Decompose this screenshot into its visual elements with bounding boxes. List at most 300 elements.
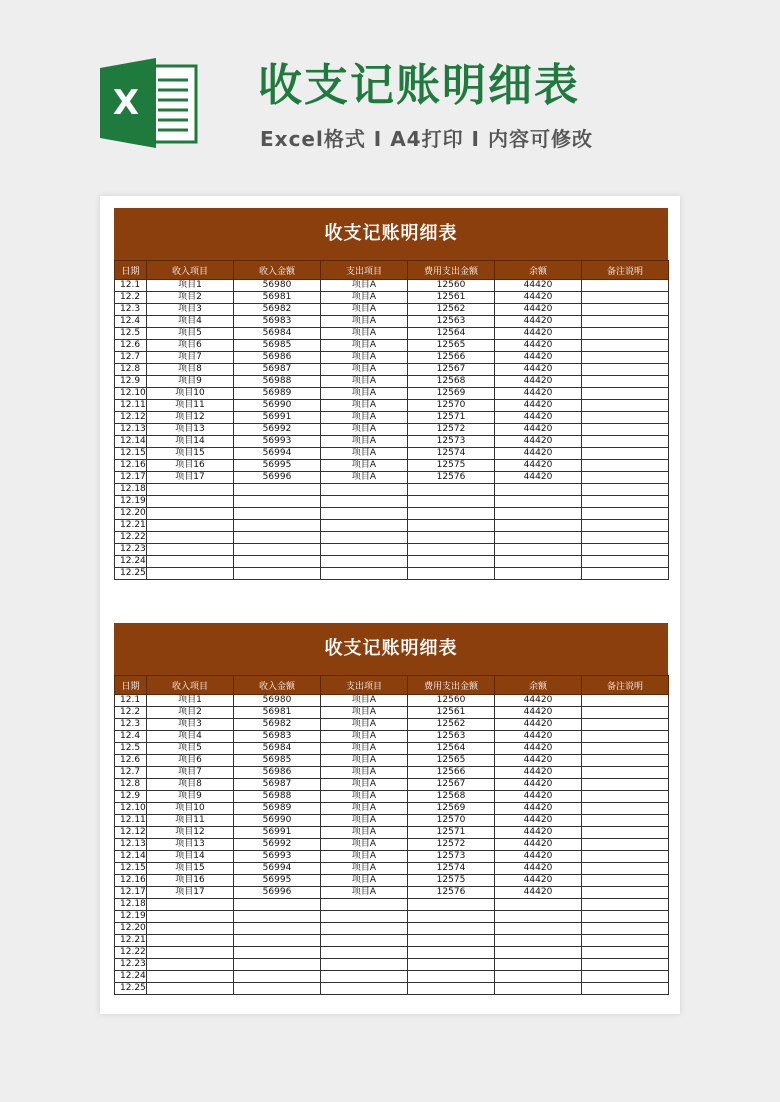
cell-income-amount[interactable]: 56986 xyxy=(234,352,321,364)
cell-notes[interactable] xyxy=(582,827,669,839)
cell-notes[interactable] xyxy=(582,484,669,496)
cell-income-item[interactable]: 项目10 xyxy=(147,388,234,400)
cell-balance[interactable]: 44420 xyxy=(495,424,582,436)
cell-balance[interactable] xyxy=(495,959,582,971)
cell-income-amount[interactable] xyxy=(234,508,321,520)
column-header-date[interactable]: 日期 xyxy=(115,676,147,695)
cell-expense-amount[interactable]: 12575 xyxy=(408,460,495,472)
cell-income-amount[interactable] xyxy=(234,568,321,580)
cell-income-amount[interactable]: 56990 xyxy=(234,400,321,412)
cell-income-amount[interactable]: 56993 xyxy=(234,851,321,863)
cell-income-item[interactable] xyxy=(147,532,234,544)
cell-expense-item[interactable]: 项目A xyxy=(321,388,408,400)
cell-income-item[interactable]: 项目11 xyxy=(147,815,234,827)
cell-date[interactable]: 12.8 xyxy=(115,779,147,791)
cell-expense-amount[interactable]: 12567 xyxy=(408,779,495,791)
cell-notes[interactable] xyxy=(582,472,669,484)
cell-balance[interactable] xyxy=(495,935,582,947)
cell-date[interactable]: 12.7 xyxy=(115,352,147,364)
cell-expense-amount[interactable]: 12565 xyxy=(408,340,495,352)
cell-balance[interactable]: 44420 xyxy=(495,292,582,304)
cell-income-item[interactable]: 项目1 xyxy=(147,280,234,292)
cell-notes[interactable] xyxy=(582,448,669,460)
cell-notes[interactable] xyxy=(582,791,669,803)
cell-expense-amount[interactable] xyxy=(408,971,495,983)
cell-expense-item[interactable]: 项目A xyxy=(321,460,408,472)
cell-date[interactable]: 12.25 xyxy=(115,568,147,580)
cell-notes[interactable] xyxy=(582,731,669,743)
cell-income-item[interactable] xyxy=(147,568,234,580)
cell-notes[interactable] xyxy=(582,400,669,412)
cell-expense-item[interactable]: 项目A xyxy=(321,340,408,352)
cell-income-amount[interactable]: 56988 xyxy=(234,791,321,803)
cell-income-amount[interactable]: 56994 xyxy=(234,863,321,875)
cell-income-item[interactable]: 项目7 xyxy=(147,767,234,779)
cell-income-amount[interactable]: 56984 xyxy=(234,328,321,340)
cell-expense-item[interactable]: 项目A xyxy=(321,352,408,364)
cell-income-item[interactable]: 项目3 xyxy=(147,719,234,731)
cell-date[interactable]: 12.3 xyxy=(115,719,147,731)
cell-balance[interactable]: 44420 xyxy=(495,875,582,887)
cell-expense-item[interactable]: 项目A xyxy=(321,292,408,304)
cell-income-item[interactable]: 项目1 xyxy=(147,695,234,707)
cell-income-amount[interactable]: 56987 xyxy=(234,779,321,791)
cell-balance[interactable]: 44420 xyxy=(495,352,582,364)
cell-expense-amount[interactable] xyxy=(408,496,495,508)
cell-notes[interactable] xyxy=(582,719,669,731)
cell-income-item[interactable]: 项目17 xyxy=(147,472,234,484)
cell-expense-item[interactable]: 项目A xyxy=(321,743,408,755)
cell-expense-amount[interactable] xyxy=(408,556,495,568)
cell-income-item[interactable]: 项目7 xyxy=(147,352,234,364)
cell-income-item[interactable]: 项目4 xyxy=(147,731,234,743)
cell-income-amount[interactable]: 56985 xyxy=(234,755,321,767)
cell-date[interactable]: 12.4 xyxy=(115,316,147,328)
cell-expense-amount[interactable]: 12566 xyxy=(408,352,495,364)
cell-expense-item[interactable]: 项目A xyxy=(321,827,408,839)
cell-expense-amount[interactable]: 12564 xyxy=(408,743,495,755)
cell-income-item[interactable]: 项目13 xyxy=(147,839,234,851)
cell-expense-amount[interactable]: 12562 xyxy=(408,719,495,731)
cell-expense-item[interactable] xyxy=(321,899,408,911)
cell-date[interactable]: 12.15 xyxy=(115,863,147,875)
cell-balance[interactable]: 44420 xyxy=(495,755,582,767)
cell-expense-item[interactable] xyxy=(321,496,408,508)
cell-income-item[interactable]: 项目16 xyxy=(147,875,234,887)
cell-notes[interactable] xyxy=(582,983,669,995)
cell-income-amount[interactable]: 56986 xyxy=(234,767,321,779)
cell-expense-item[interactable]: 项目A xyxy=(321,316,408,328)
cell-income-amount[interactable] xyxy=(234,544,321,556)
cell-expense-amount[interactable]: 12565 xyxy=(408,755,495,767)
cell-notes[interactable] xyxy=(582,923,669,935)
cell-expense-amount[interactable]: 12571 xyxy=(408,827,495,839)
cell-notes[interactable] xyxy=(582,388,669,400)
cell-date[interactable]: 12.6 xyxy=(115,755,147,767)
cell-expense-amount[interactable]: 12576 xyxy=(408,472,495,484)
cell-income-amount[interactable] xyxy=(234,959,321,971)
cell-income-amount[interactable] xyxy=(234,532,321,544)
cell-expense-item[interactable] xyxy=(321,947,408,959)
cell-expense-amount[interactable]: 12563 xyxy=(408,731,495,743)
cell-income-item[interactable] xyxy=(147,923,234,935)
cell-income-item[interactable]: 项目5 xyxy=(147,743,234,755)
cell-expense-item[interactable] xyxy=(321,556,408,568)
cell-income-item[interactable]: 项目5 xyxy=(147,328,234,340)
cell-notes[interactable] xyxy=(582,460,669,472)
cell-date[interactable]: 12.4 xyxy=(115,731,147,743)
cell-income-item[interactable] xyxy=(147,935,234,947)
cell-income-amount[interactable]: 56991 xyxy=(234,827,321,839)
cell-income-amount[interactable]: 56987 xyxy=(234,364,321,376)
cell-balance[interactable]: 44420 xyxy=(495,887,582,899)
cell-expense-amount[interactable]: 12568 xyxy=(408,376,495,388)
cell-income-item[interactable]: 项目16 xyxy=(147,460,234,472)
cell-expense-item[interactable]: 项目A xyxy=(321,815,408,827)
cell-expense-item[interactable]: 项目A xyxy=(321,436,408,448)
cell-income-item[interactable]: 项目17 xyxy=(147,887,234,899)
cell-notes[interactable] xyxy=(582,947,669,959)
cell-expense-item[interactable] xyxy=(321,508,408,520)
cell-notes[interactable] xyxy=(582,352,669,364)
cell-expense-item[interactable] xyxy=(321,983,408,995)
cell-date[interactable]: 12.10 xyxy=(115,388,147,400)
cell-date[interactable]: 12.7 xyxy=(115,767,147,779)
cell-expense-amount[interactable]: 12574 xyxy=(408,863,495,875)
cell-income-amount[interactable]: 56995 xyxy=(234,875,321,887)
cell-income-item[interactable]: 项目6 xyxy=(147,755,234,767)
cell-expense-item[interactable]: 项目A xyxy=(321,328,408,340)
column-header-date[interactable]: 日期 xyxy=(115,261,147,280)
cell-expense-amount[interactable] xyxy=(408,983,495,995)
cell-balance[interactable]: 44420 xyxy=(495,340,582,352)
cell-income-amount[interactable]: 56982 xyxy=(234,304,321,316)
cell-expense-item[interactable]: 项目A xyxy=(321,863,408,875)
cell-expense-amount[interactable]: 12575 xyxy=(408,875,495,887)
cell-expense-amount[interactable]: 12576 xyxy=(408,887,495,899)
cell-balance[interactable]: 44420 xyxy=(495,304,582,316)
cell-balance[interactable] xyxy=(495,568,582,580)
cell-income-amount[interactable] xyxy=(234,520,321,532)
cell-expense-item[interactable]: 项目A xyxy=(321,779,408,791)
cell-income-item[interactable] xyxy=(147,983,234,995)
cell-expense-amount[interactable]: 12571 xyxy=(408,412,495,424)
cell-date[interactable]: 12.25 xyxy=(115,983,147,995)
cell-income-item[interactable]: 项目13 xyxy=(147,424,234,436)
cell-notes[interactable] xyxy=(582,875,669,887)
cell-expense-amount[interactable]: 12567 xyxy=(408,364,495,376)
cell-income-item[interactable] xyxy=(147,508,234,520)
cell-expense-amount[interactable]: 12560 xyxy=(408,280,495,292)
cell-date[interactable]: 12.5 xyxy=(115,328,147,340)
cell-balance[interactable]: 44420 xyxy=(495,400,582,412)
cell-income-amount[interactable] xyxy=(234,911,321,923)
column-header-income-item[interactable]: 收入项目 xyxy=(147,676,234,695)
cell-date[interactable]: 12.19 xyxy=(115,496,147,508)
cell-income-item[interactable] xyxy=(147,959,234,971)
cell-income-item[interactable] xyxy=(147,484,234,496)
cell-balance[interactable]: 44420 xyxy=(495,695,582,707)
cell-notes[interactable] xyxy=(582,959,669,971)
cell-expense-amount[interactable]: 12561 xyxy=(408,707,495,719)
cell-date[interactable]: 12.1 xyxy=(115,280,147,292)
column-header-balance[interactable]: 余额 xyxy=(495,676,582,695)
cell-date[interactable]: 12.2 xyxy=(115,292,147,304)
cell-expense-amount[interactable] xyxy=(408,935,495,947)
cell-balance[interactable]: 44420 xyxy=(495,388,582,400)
cell-expense-amount[interactable]: 12570 xyxy=(408,400,495,412)
cell-expense-amount[interactable]: 12560 xyxy=(408,695,495,707)
cell-notes[interactable] xyxy=(582,899,669,911)
cell-balance[interactable]: 44420 xyxy=(495,851,582,863)
column-header-expense-amount[interactable]: 费用支出金额 xyxy=(408,676,495,695)
cell-balance[interactable]: 44420 xyxy=(495,280,582,292)
cell-balance[interactable]: 44420 xyxy=(495,731,582,743)
cell-income-item[interactable]: 项目8 xyxy=(147,364,234,376)
cell-date[interactable]: 12.21 xyxy=(115,935,147,947)
cell-expense-item[interactable] xyxy=(321,923,408,935)
cell-date[interactable]: 12.16 xyxy=(115,460,147,472)
cell-notes[interactable] xyxy=(582,316,669,328)
cell-balance[interactable]: 44420 xyxy=(495,719,582,731)
column-header-balance[interactable]: 余额 xyxy=(495,261,582,280)
cell-date[interactable]: 12.16 xyxy=(115,875,147,887)
cell-balance[interactable] xyxy=(495,556,582,568)
cell-balance[interactable]: 44420 xyxy=(495,767,582,779)
cell-notes[interactable] xyxy=(582,779,669,791)
cell-date[interactable]: 12.19 xyxy=(115,911,147,923)
column-header-notes[interactable]: 备注说明 xyxy=(582,676,669,695)
cell-expense-amount[interactable] xyxy=(408,532,495,544)
cell-expense-amount[interactable] xyxy=(408,568,495,580)
cell-expense-item[interactable]: 项目A xyxy=(321,851,408,863)
cell-notes[interactable] xyxy=(582,755,669,767)
cell-balance[interactable] xyxy=(495,899,582,911)
cell-expense-item[interactable] xyxy=(321,532,408,544)
cell-income-item[interactable]: 项目14 xyxy=(147,851,234,863)
cell-expense-item[interactable] xyxy=(321,568,408,580)
cell-balance[interactable] xyxy=(495,983,582,995)
cell-date[interactable]: 12.24 xyxy=(115,971,147,983)
column-header-expense-amount[interactable]: 费用支出金额 xyxy=(408,261,495,280)
cell-income-amount[interactable]: 56983 xyxy=(234,316,321,328)
cell-expense-amount[interactable]: 12574 xyxy=(408,448,495,460)
cell-date[interactable]: 12.24 xyxy=(115,556,147,568)
cell-expense-amount[interactable]: 12569 xyxy=(408,803,495,815)
cell-notes[interactable] xyxy=(582,280,669,292)
cell-notes[interactable] xyxy=(582,436,669,448)
cell-expense-item[interactable]: 项目A xyxy=(321,791,408,803)
cell-expense-item[interactable] xyxy=(321,911,408,923)
cell-expense-item[interactable] xyxy=(321,520,408,532)
cell-expense-amount[interactable] xyxy=(408,484,495,496)
cell-income-item[interactable]: 项目2 xyxy=(147,707,234,719)
cell-notes[interactable] xyxy=(582,340,669,352)
cell-income-item[interactable]: 项目14 xyxy=(147,436,234,448)
cell-expense-amount[interactable] xyxy=(408,520,495,532)
cell-date[interactable]: 12.17 xyxy=(115,887,147,899)
cell-income-amount[interactable] xyxy=(234,899,321,911)
cell-date[interactable]: 12.3 xyxy=(115,304,147,316)
cell-date[interactable]: 12.20 xyxy=(115,923,147,935)
cell-expense-amount[interactable] xyxy=(408,508,495,520)
cell-notes[interactable] xyxy=(582,304,669,316)
cell-income-amount[interactable]: 56985 xyxy=(234,340,321,352)
cell-expense-amount[interactable]: 12568 xyxy=(408,791,495,803)
cell-income-amount[interactable] xyxy=(234,484,321,496)
cell-notes[interactable] xyxy=(582,508,669,520)
cell-expense-amount[interactable]: 12573 xyxy=(408,436,495,448)
cell-notes[interactable] xyxy=(582,815,669,827)
cell-date[interactable]: 12.8 xyxy=(115,364,147,376)
cell-balance[interactable]: 44420 xyxy=(495,364,582,376)
cell-notes[interactable] xyxy=(582,839,669,851)
cell-date[interactable]: 12.17 xyxy=(115,472,147,484)
column-header-expense-item[interactable]: 支出项目 xyxy=(321,676,408,695)
cell-notes[interactable] xyxy=(582,863,669,875)
cell-expense-amount[interactable] xyxy=(408,899,495,911)
cell-notes[interactable] xyxy=(582,695,669,707)
column-header-income-amount[interactable]: 收入金额 xyxy=(234,261,321,280)
cell-income-item[interactable] xyxy=(147,544,234,556)
cell-notes[interactable] xyxy=(582,935,669,947)
cell-income-item[interactable]: 项目2 xyxy=(147,292,234,304)
cell-income-amount[interactable]: 56990 xyxy=(234,815,321,827)
cell-date[interactable]: 12.6 xyxy=(115,340,147,352)
cell-date[interactable]: 12.23 xyxy=(115,544,147,556)
column-header-income-item[interactable]: 收入项目 xyxy=(147,261,234,280)
cell-income-item[interactable] xyxy=(147,556,234,568)
cell-income-item[interactable]: 项目10 xyxy=(147,803,234,815)
cell-expense-amount[interactable]: 12572 xyxy=(408,839,495,851)
cell-notes[interactable] xyxy=(582,292,669,304)
cell-expense-amount[interactable]: 12573 xyxy=(408,851,495,863)
cell-income-amount[interactable]: 56989 xyxy=(234,803,321,815)
cell-income-amount[interactable]: 56993 xyxy=(234,436,321,448)
cell-income-amount[interactable]: 56980 xyxy=(234,280,321,292)
cell-expense-amount[interactable]: 12562 xyxy=(408,304,495,316)
cell-income-item[interactable] xyxy=(147,947,234,959)
cell-expense-item[interactable]: 项目A xyxy=(321,887,408,899)
cell-income-item[interactable] xyxy=(147,899,234,911)
cell-income-item[interactable]: 项目9 xyxy=(147,791,234,803)
cell-date[interactable]: 12.2 xyxy=(115,707,147,719)
cell-expense-item[interactable]: 项目A xyxy=(321,412,408,424)
cell-income-item[interactable] xyxy=(147,911,234,923)
cell-date[interactable]: 12.14 xyxy=(115,851,147,863)
cell-income-item[interactable]: 项目4 xyxy=(147,316,234,328)
cell-income-item[interactable]: 项目12 xyxy=(147,827,234,839)
cell-income-amount[interactable] xyxy=(234,923,321,935)
cell-expense-amount[interactable] xyxy=(408,959,495,971)
cell-income-item[interactable]: 项目15 xyxy=(147,448,234,460)
cell-expense-amount[interactable] xyxy=(408,947,495,959)
column-header-expense-item[interactable]: 支出项目 xyxy=(321,261,408,280)
cell-balance[interactable]: 44420 xyxy=(495,743,582,755)
cell-date[interactable]: 12.14 xyxy=(115,436,147,448)
cell-income-amount[interactable]: 56992 xyxy=(234,424,321,436)
cell-income-item[interactable]: 项目6 xyxy=(147,340,234,352)
cell-date[interactable]: 12.21 xyxy=(115,520,147,532)
cell-balance[interactable]: 44420 xyxy=(495,436,582,448)
cell-notes[interactable] xyxy=(582,544,669,556)
cell-date[interactable]: 12.23 xyxy=(115,959,147,971)
cell-balance[interactable] xyxy=(495,484,582,496)
cell-expense-amount[interactable] xyxy=(408,911,495,923)
cell-expense-item[interactable]: 项目A xyxy=(321,731,408,743)
cell-income-amount[interactable]: 56991 xyxy=(234,412,321,424)
cell-date[interactable]: 12.9 xyxy=(115,376,147,388)
cell-income-item[interactable] xyxy=(147,971,234,983)
cell-expense-amount[interactable]: 12572 xyxy=(408,424,495,436)
cell-balance[interactable]: 44420 xyxy=(495,827,582,839)
cell-notes[interactable] xyxy=(582,412,669,424)
cell-balance[interactable] xyxy=(495,496,582,508)
cell-notes[interactable] xyxy=(582,803,669,815)
cell-balance[interactable]: 44420 xyxy=(495,328,582,340)
cell-expense-item[interactable]: 项目A xyxy=(321,755,408,767)
cell-notes[interactable] xyxy=(582,911,669,923)
cell-expense-item[interactable]: 项目A xyxy=(321,472,408,484)
cell-notes[interactable] xyxy=(582,328,669,340)
cell-income-item[interactable] xyxy=(147,496,234,508)
cell-balance[interactable]: 44420 xyxy=(495,707,582,719)
cell-balance[interactable]: 44420 xyxy=(495,863,582,875)
cell-expense-item[interactable]: 项目A xyxy=(321,376,408,388)
cell-expense-item[interactable]: 项目A xyxy=(321,707,408,719)
cell-notes[interactable] xyxy=(582,767,669,779)
cell-income-amount[interactable]: 56981 xyxy=(234,292,321,304)
cell-expense-amount[interactable]: 12570 xyxy=(408,815,495,827)
cell-expense-item[interactable]: 项目A xyxy=(321,304,408,316)
cell-date[interactable]: 12.12 xyxy=(115,827,147,839)
cell-date[interactable]: 12.20 xyxy=(115,508,147,520)
cell-balance[interactable] xyxy=(495,911,582,923)
cell-income-amount[interactable]: 56981 xyxy=(234,707,321,719)
cell-income-item[interactable]: 项目3 xyxy=(147,304,234,316)
cell-notes[interactable] xyxy=(582,376,669,388)
cell-income-item[interactable]: 项目11 xyxy=(147,400,234,412)
cell-expense-item[interactable] xyxy=(321,484,408,496)
cell-expense-item[interactable]: 项目A xyxy=(321,280,408,292)
cell-date[interactable]: 12.11 xyxy=(115,400,147,412)
cell-expense-amount[interactable]: 12569 xyxy=(408,388,495,400)
cell-balance[interactable]: 44420 xyxy=(495,412,582,424)
cell-date[interactable]: 12.9 xyxy=(115,791,147,803)
cell-notes[interactable] xyxy=(582,971,669,983)
cell-date[interactable]: 12.13 xyxy=(115,424,147,436)
cell-income-amount[interactable] xyxy=(234,947,321,959)
column-header-notes[interactable]: 备注说明 xyxy=(582,261,669,280)
cell-notes[interactable] xyxy=(582,556,669,568)
cell-expense-item[interactable]: 项目A xyxy=(321,695,408,707)
cell-balance[interactable]: 44420 xyxy=(495,803,582,815)
cell-expense-item[interactable]: 项目A xyxy=(321,448,408,460)
column-header-income-amount[interactable]: 收入金额 xyxy=(234,676,321,695)
cell-date[interactable]: 12.5 xyxy=(115,743,147,755)
cell-balance[interactable] xyxy=(495,520,582,532)
cell-expense-amount[interactable] xyxy=(408,923,495,935)
cell-income-amount[interactable]: 56980 xyxy=(234,695,321,707)
cell-notes[interactable] xyxy=(582,887,669,899)
cell-income-amount[interactable] xyxy=(234,556,321,568)
cell-balance[interactable] xyxy=(495,508,582,520)
cell-income-amount[interactable]: 56996 xyxy=(234,887,321,899)
cell-income-amount[interactable] xyxy=(234,971,321,983)
cell-notes[interactable] xyxy=(582,743,669,755)
cell-balance[interactable]: 44420 xyxy=(495,815,582,827)
cell-date[interactable]: 12.18 xyxy=(115,484,147,496)
